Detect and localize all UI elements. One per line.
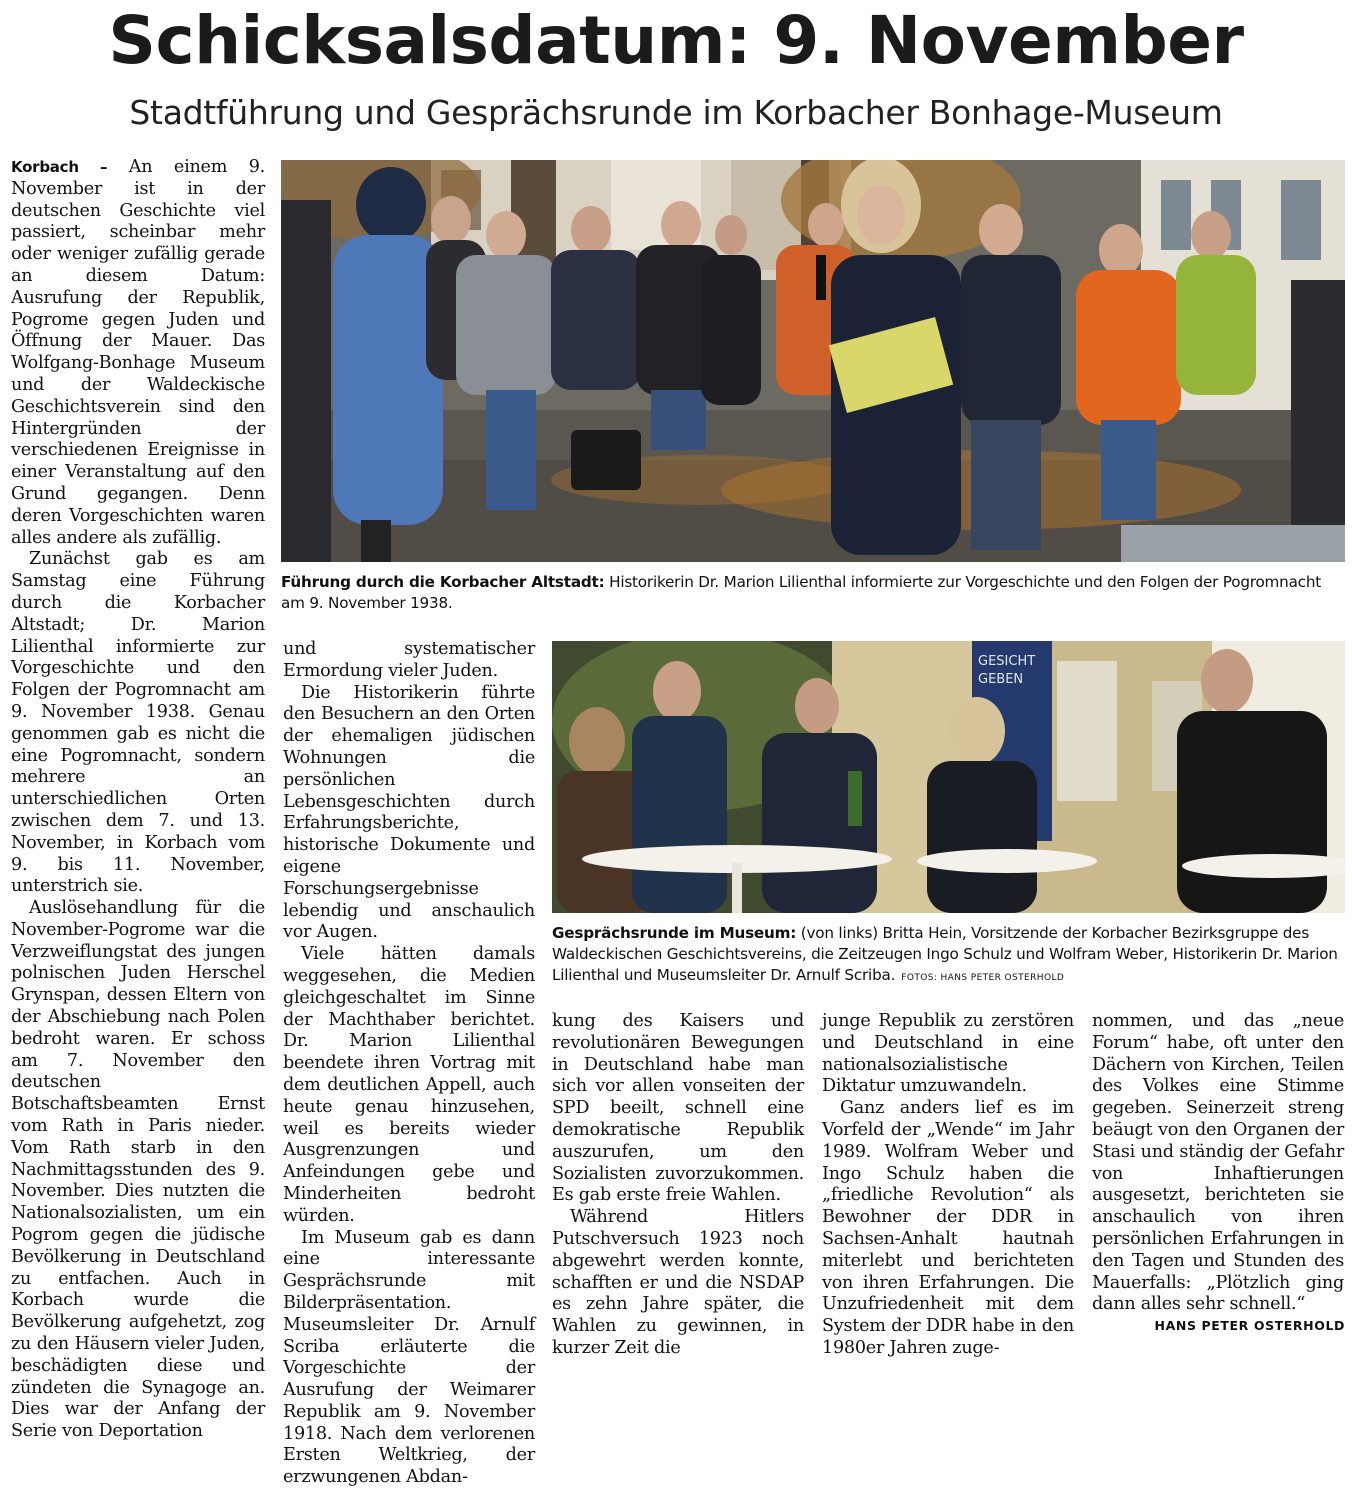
paragraph: kung des Kaisers und revolutionären Bewegungen in Deutschland habe man sich vor allen vonseiten der SPD beeilt, schnell eine demokratische Republik auszurufen, um den Sozialisten zuvorzukommen. Es gab erste freie Wahlen. [552,1011,804,1206]
caption-lead: Führung durch die Korbacher Altstadt: [281,573,605,591]
paragraph: Auslösehandlung für die November-Pogrome war die Verzweiflungstat des jungen polnischen Juden Herschel Grynspan, dessen Eltern von der Abschiebung nach Polen bedroht waren. Er schoss am 7. November den deutschen Botschaftsbeamten Ernst vom Rath in Paris nieder. Vom Rath starb in den Nachmittagsstunden des 9. November. Dies nutzten die Nationalsozialisten, um ein Pogrom gegen die jüdische Bevölkerung in Deutschland zu entfachen. Auch in Korbach wurde die Bevölkerung aufgehetzt, zog zu den Häusern vieler Juden, beschädigten diese und zündeten die Synagoge an. Dies war der Anfang der Serie von Deportation [11,898,265,1442]
photo-caption-2 [552,923,1345,989]
caption-text: (von links) Britta Hein, Vorsitzende der Korbacher Bezirksgruppe des Waldeckischen Geschichtsvereins, die Zeitzeugen Ingo Schulz und Wolfram Weber, Historikerin Dr. Marion Lilienthal und Museumsleiter Dr. Arnulf Scriba. [552,924,1338,984]
dateline: Korbach – [11,158,108,176]
subheadline: Stadtführung und Gesprächsrunde im Korbacher Bonhage-Museum [129,93,1223,132]
photo-city-tour [281,160,1345,562]
caption-lead: Gesprächsrunde im Museum: [552,924,797,942]
article-column-3 [552,1011,804,1358]
article-column-2 [283,639,535,1488]
sign-text-2: GEBEN [978,672,1024,687]
byline: HANS PETER OSTERHOLD [1154,1318,1345,1333]
paragraph: und systematischer Ermordung vieler Juden. [283,639,535,681]
article-column-5 [1092,1011,1344,1316]
article-column-4 [822,1011,1074,1358]
paragraph: Die Historikerin führte den Besuchern an den Orten der ehemaligen jüdischen Wohnungen die persönlichen Lebensgeschichten durch Erfahrungsberichte, historische Dokumente und eigene Forschungsergebnisse lebendig und anschaulich vor Augen. [283,682,535,943]
paragraph: Im Museum gab es dann eine interessante Gesprächsrunde mit Bilderpräsentation. Museumsleiter Dr. Arnulf Scriba erläuterte die Vorgeschichte der Ausrufung der Weimarer Republik am 9. November 1918. Nach dem verlorenen Ersten Weltkrieg, der erzwungenen Abdan- [283,1227,535,1488]
paragraph: Ganz anders lief es im Vorfeld der „Wende“ im Jahr 1989. Wolfram Weber und Ingo Schulz haben die „friedliche Revolution“ als Bewohner der DDR in Sachsen-Anhalt hautnah miterlebt und berichteten von ihren Erfahrungen. Die Unzufriedenheit mit dem System der DDR habe in den 1980er Jahren zuge- [822,1098,1074,1358]
photo-credit: FOTOS: HANS PETER OSTERHOLD [901,973,1065,983]
paragraph: Korbach – An einem 9. November ist in der deutschen Geschichte viel passiert, scheinbar mehr oder weniger zufällig gerade an diesem Datum: Ausrufung der Republik, Pogrome gegen Juden und Öffnung der Mauer. Das Wolfgang-Bonhage Museum und der Waldeckische Geschichtsverein sind den Hintergründen der verschiedenen Ereignisse in einer Veranstaltung auf den Grund gegangen. Denn deren Vorgeschichten waren alles andere als zufällig. [11,157,265,548]
sign-text-1: GESICHT [978,654,1036,669]
paragraph: Viele hätten damals weggesehen, die Medien gleichgeschaltet im Sinne der Machthaber berichtet. Dr. Marion Lilienthal beendete ihren Vortrag mit dem deutlichen Appell, auch heute genau hinzusehen, weil es bereits wieder Ausgrenzungen und Anfeindungen gebe und Minderheiten bedroht würden. [283,944,535,1226]
paragraph: junge Republik zu zerstören und Deutschland in eine nationalsozialistische Diktatur umzuwandeln. [822,1011,1074,1097]
paragraph: Zunächst gab es am Samstag eine Führung durch die Korbacher Altstadt; Dr. Marion Lilienthal informierte zur Vorgeschichte und den Folgen der Pogromnacht am 9. November 1938. Genau genommen gab es nicht die eine Pogromnacht, sondern mehrere an unterschiedlichen Orten zwischen dem 7. und 13. November, in Korbach vom 9. bis 11. November, unterstrich sie. [11,549,265,897]
paragraph: Während Hitlers Putschversuch 1923 noch abgewehrt werden konnte, schafften er und die NSDAP es zehn Jahre später, die Wahlen zu gewinnen, in kurzer Zeit die [552,1207,804,1358]
caption-text: Historikerin Dr. Marion Lilienthal informierte zur Vorgeschichte und den Folgen der Pogromnacht am 9. November 1938. [281,573,1322,612]
photo-caption-1 [281,572,1345,614]
photo-museum-discussion [552,641,1345,913]
headline: Schicksalsdatum: 9. November [108,2,1244,79]
article-column-1 [11,157,265,1442]
paragraph: nommen, und das „neue Forum“ habe, oft unter den Dächern von Kirchen, Teilen des Volkes eine Stimme gegeben. Seinerzeit streng beäugt von den Organen der Stasi und ständig der Gefahr von Inhaftierungen ausgesetzt, berichteten sie anschaulich von ihren persönlichen Erfahrungen in den Tagen und Stunden des Mauerfalls: „Plötzlich ging dann alles sehr schnell.“ [1092,1011,1344,1315]
